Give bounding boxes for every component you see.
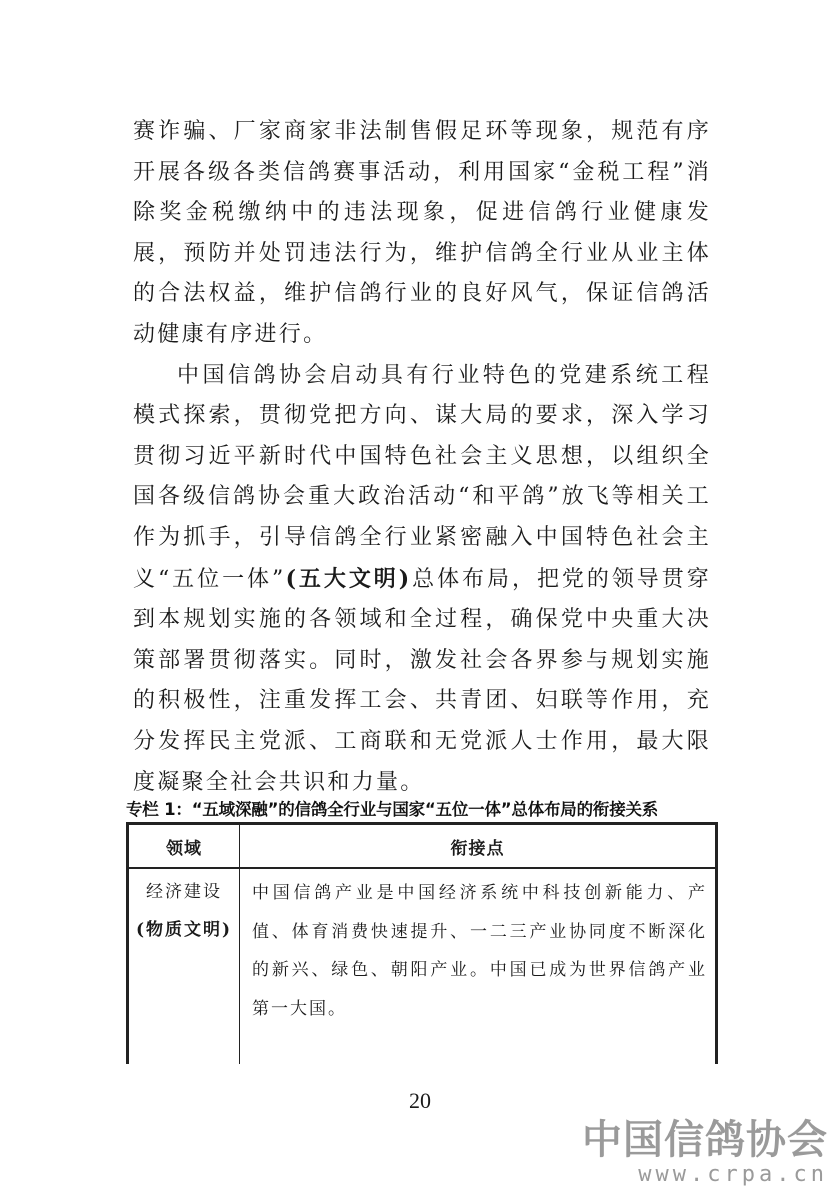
row-domain-sub: (物质文明): [135, 920, 233, 940]
watermark: [582, 1118, 828, 1188]
watermark-url: www.crpa.cn: [638, 1162, 828, 1187]
paragraph-1: 赛诈骗、厂家商家非法制售假足环等现象，规范有序开展各级各类信鸽赛事活动，利用国家“金税工程”消除奖金税缴纳中的违法现象，促进信鸽行业健康发展，预防并处罚违法行为，维护信鸽全行业从业主体的合法权益，维护信鸽行业的良好风气，保证信鸽活动健康有序进行。: [133, 119, 711, 347]
paragraph-2-bold: (五大文明): [285, 565, 412, 592]
link-table: [126, 822, 718, 1064]
header-link-point: 衔接点: [240, 825, 716, 868]
body-text: [133, 112, 711, 803]
paragraph-2: [133, 356, 711, 804]
table-row: [129, 868, 715, 1064]
watermark-name: 中国信鸽协会: [582, 1117, 828, 1163]
row-domain-name: 经济建设: [146, 882, 222, 902]
paragraph-2-text-b: 总体布局，把党的领导贯穿到本规划实施的各领域和全过程，确保党中央重大决策部署贯彻落实。同时，激发社会各界参与规划实施的积极性，注重发挥工会、共青团、妇联等作用，充分发挥民主党派、工商联和无党派人士作用，最大限度凝聚全社会共识和力量。: [133, 566, 711, 795]
table-header-row: [129, 825, 715, 868]
paragraph-2-text-a: 中国信鸽协会启动具有行业特色的党建系统工程模式探索，贯彻党把方向、谋大局的要求，深入学习贯彻习近平新时代中国特色社会主义思想，以组织全国各级信鸽协会重大政治活动“和平鸽”放飞等相关工作为抓手，引导信鸽全行业紧密融入中国特色社会主义“五位一体”: [133, 362, 711, 592]
row-content: 中国信鸽产业是中国经济系统中科技创新能力、产值、体育消费快速提升、一二三产业协同度不断深化的新兴、绿色、朝阳产业。中国已成为世界信鸽产业第一大国。: [240, 868, 716, 1064]
page-number: 20: [409, 1088, 431, 1113]
table-caption: 专栏 1：“五域深融”的信鸽全行业与国家“五位一体”总体布局的衔接关系: [126, 800, 659, 819]
header-domain: 领域: [129, 825, 240, 868]
row-domain: [129, 868, 240, 1064]
